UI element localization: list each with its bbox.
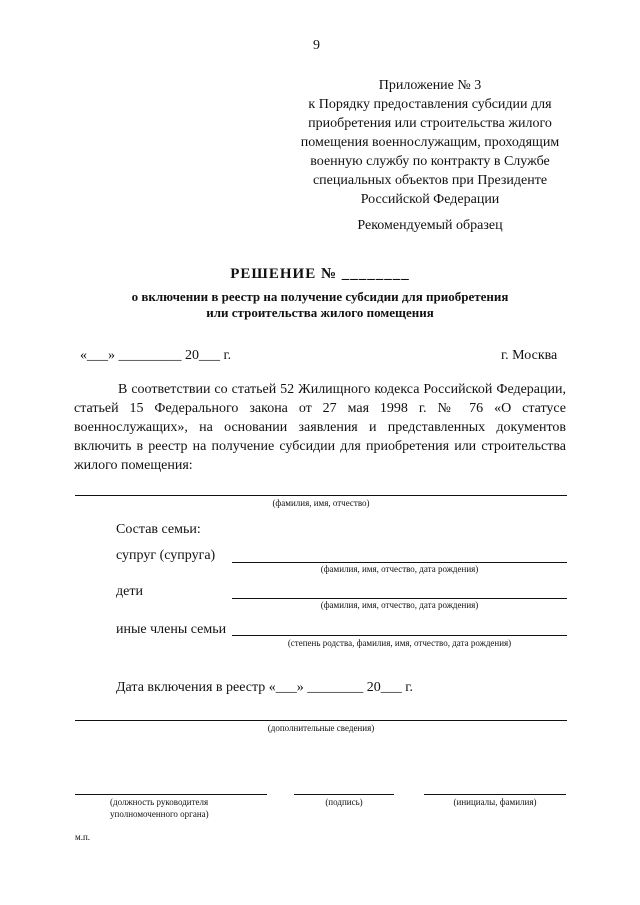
other-members-line [232,635,567,636]
position-caption: уполномоченного органа) [110,809,209,819]
annex-line: к Порядку предоставления субсидии для [308,97,552,112]
additional-line [75,720,567,721]
spouse-label: супруг (супруга) [116,548,216,563]
annex-line: специальных объектов при Президенте [312,173,548,188]
body-line: В соответствии со статьей 52 Жилищного кодекса Российской Федерации, [118,382,566,397]
stamp-mark: м.п. [75,832,91,842]
body-line: военнослужащих», на основании заявления и представленных документов [74,420,566,435]
annex-line: помещения военнослужащим, проходящим [300,135,560,150]
document-title: РЕШЕНИЕ № ________ [230,266,410,282]
signature-line [294,794,394,795]
registry-date: Дата включения в реестр «___» ________ 20___ г. [116,680,413,695]
fio-caption: (фамилия, имя, отчество) [272,498,370,508]
page-number: 9 [313,38,320,53]
position-line [75,794,267,795]
additional-caption: (дополнительные сведения) [267,723,375,733]
document-subtitle: о включении в реестр на получение субсидии для приобретения [131,289,509,304]
document-subtitle: или строительства жилого помещения [206,305,434,320]
annex-line: Российской Федерации [360,192,500,207]
other-members-label: иные члены семьи [116,622,227,637]
family-heading: Состав семьи: [116,522,201,537]
annex-line: военную службу по контракту в Службе [310,154,550,169]
initials-line [424,794,566,795]
position-caption: (должность руководителя [110,797,209,807]
spouse-caption: (фамилия, имя, отчество, дата рождения) [320,564,479,574]
body-line: включить в реестр на получение субсидии для приобретения или строительства [74,439,566,454]
annex-line: Приложение № 3 [378,78,482,93]
children-caption: (фамилия, имя, отчество, дата рождения) [320,600,479,610]
decision-city: г. Москва [501,348,558,363]
sample-note: Рекомендуемый образец [357,218,503,233]
body-line: жилого помещения: [74,458,193,473]
annex-line: приобретения или строительства жилого [308,116,552,131]
decision-date: «___» _________ 20___ г. [80,348,232,363]
body-line: статьей 15 Федерального закона от 27 мая 1998 г. № 76 «О статусе [74,401,566,416]
spouse-line [232,562,567,563]
children-label: дети [116,584,143,599]
signature-caption: (подпись) [325,797,363,807]
children-line [232,598,567,599]
fio-line [75,495,567,496]
other-members-caption: (степень родства, фамилия, имя, отчество, дата рождения) [287,638,512,648]
initials-caption: (инициалы, фамилия) [453,797,537,807]
